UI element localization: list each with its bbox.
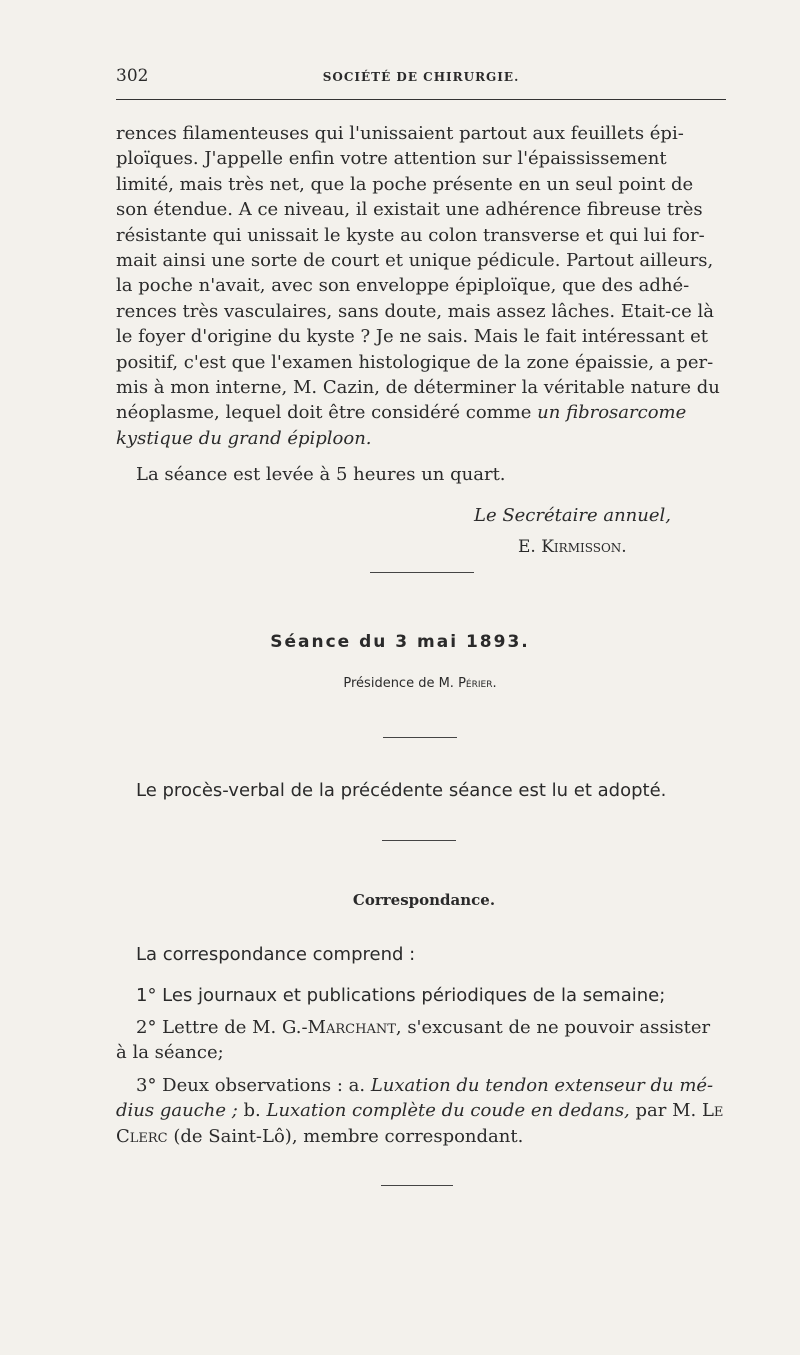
section-rule — [382, 840, 456, 841]
presidence-line — [0, 676, 800, 691]
text-line: rences filamenteuses qui l'unissaient partout aux feuillets épi- — [116, 123, 684, 144]
running-head: SOCIÉTÉ DE CHIRURGIE. — [322, 70, 520, 84]
text-run: 2° Lettre de M. G.- — [136, 1017, 308, 1038]
president-name: Périer. — [458, 676, 497, 691]
secretary-initial: E. — [518, 537, 542, 557]
text-line: mis à mon interne, M. Cazin, de déterminer la véritable nature du — [116, 377, 720, 399]
person-name: Marchant — [307, 1017, 396, 1038]
presidence-prefix: Présidence de M. — [343, 676, 459, 691]
text-line: le foyer d'origine du kyste ? Je ne sais. Mais le fait intéressant et — [116, 326, 709, 348]
correspondance-item-3 — [116, 1073, 726, 1149]
italic-term: Luxation du tendon extenseur du mé- — [370, 1075, 714, 1096]
text-line: la poche n'avait, avec son enveloppe épiploïque, que des adhé- — [116, 275, 690, 297]
secretary-title: Le Secrétaire annuel, — [474, 505, 671, 526]
text-run: (de Saint-Lô), membre correspondant. — [167, 1125, 524, 1147]
text-line: à la séance; — [116, 1042, 224, 1064]
secretary-name — [518, 537, 627, 557]
text-run: par M. — [629, 1100, 702, 1122]
text-run: b. — [237, 1100, 267, 1122]
text-line: positif, c'est que l'examen histologique de la zone épaissie, a per- — [116, 351, 714, 373]
correspondance-heading: Correspondance. — [352, 891, 496, 909]
section-rule — [383, 737, 457, 738]
text-line — [116, 1073, 726, 1098]
secretary-surname: Kirmisson. — [541, 537, 627, 557]
page-number: 302 — [116, 66, 149, 86]
italic-term: Luxation complète du coude en dedans, — [266, 1100, 630, 1122]
text-line — [116, 426, 726, 451]
text-line: rences très vasculaires, sans doute, mais assez lâches. Etait-ce là — [116, 300, 714, 322]
text-line: limité, mais très net, que la poche présente en un seul point de — [116, 173, 694, 195]
proces-verbal-line: Le procès-verbal de la précédente séance est lu et adopté. — [136, 780, 667, 801]
person-name: Le — [701, 1100, 724, 1122]
text-line — [116, 1124, 726, 1149]
correspondance-item-1: 1° Les journaux et publications périodiques de la semaine; — [136, 985, 666, 1006]
text-line: mait ainsi une sorte de court et unique pédicule. Partout ailleurs, — [116, 250, 714, 272]
adjournment-line: La séance est levée à 5 heures un quart. — [136, 464, 506, 485]
text-run: néoplasme, lequel doit être considéré comme — [116, 402, 538, 424]
text-line: ploïques. J'appelle enfin votre attention sur l'épaississement — [116, 148, 667, 170]
header-rule — [116, 99, 726, 100]
paragraph-continuation — [116, 121, 726, 451]
page-header — [116, 66, 726, 90]
correspondance-item-2 — [116, 1015, 726, 1066]
italic-term: dius gauche ; — [116, 1100, 238, 1122]
person-name: Clerc — [116, 1125, 168, 1147]
text-run: , s'excusant de ne pouvoir assister — [395, 1017, 711, 1038]
text-run: 3° Deux observations : a. — [136, 1075, 371, 1096]
text-line: son étendue. A ce niveau, il existait une adhérence fibreuse très — [116, 199, 703, 221]
text-line — [116, 1015, 726, 1040]
seance-title: Séance du 3 mai 1893. — [270, 632, 530, 652]
text-line — [116, 400, 726, 425]
section-rule — [370, 572, 474, 573]
italic-term: un fibrosarcome — [537, 402, 687, 424]
text-line: résistante qui unissait le kyste au colon transverse et qui lui for- — [116, 224, 705, 246]
text-line — [116, 1098, 726, 1123]
section-rule — [381, 1185, 453, 1186]
correspondance-intro: La correspondance comprend : — [136, 944, 416, 965]
italic-term: kystique du grand épiploon. — [116, 427, 372, 449]
